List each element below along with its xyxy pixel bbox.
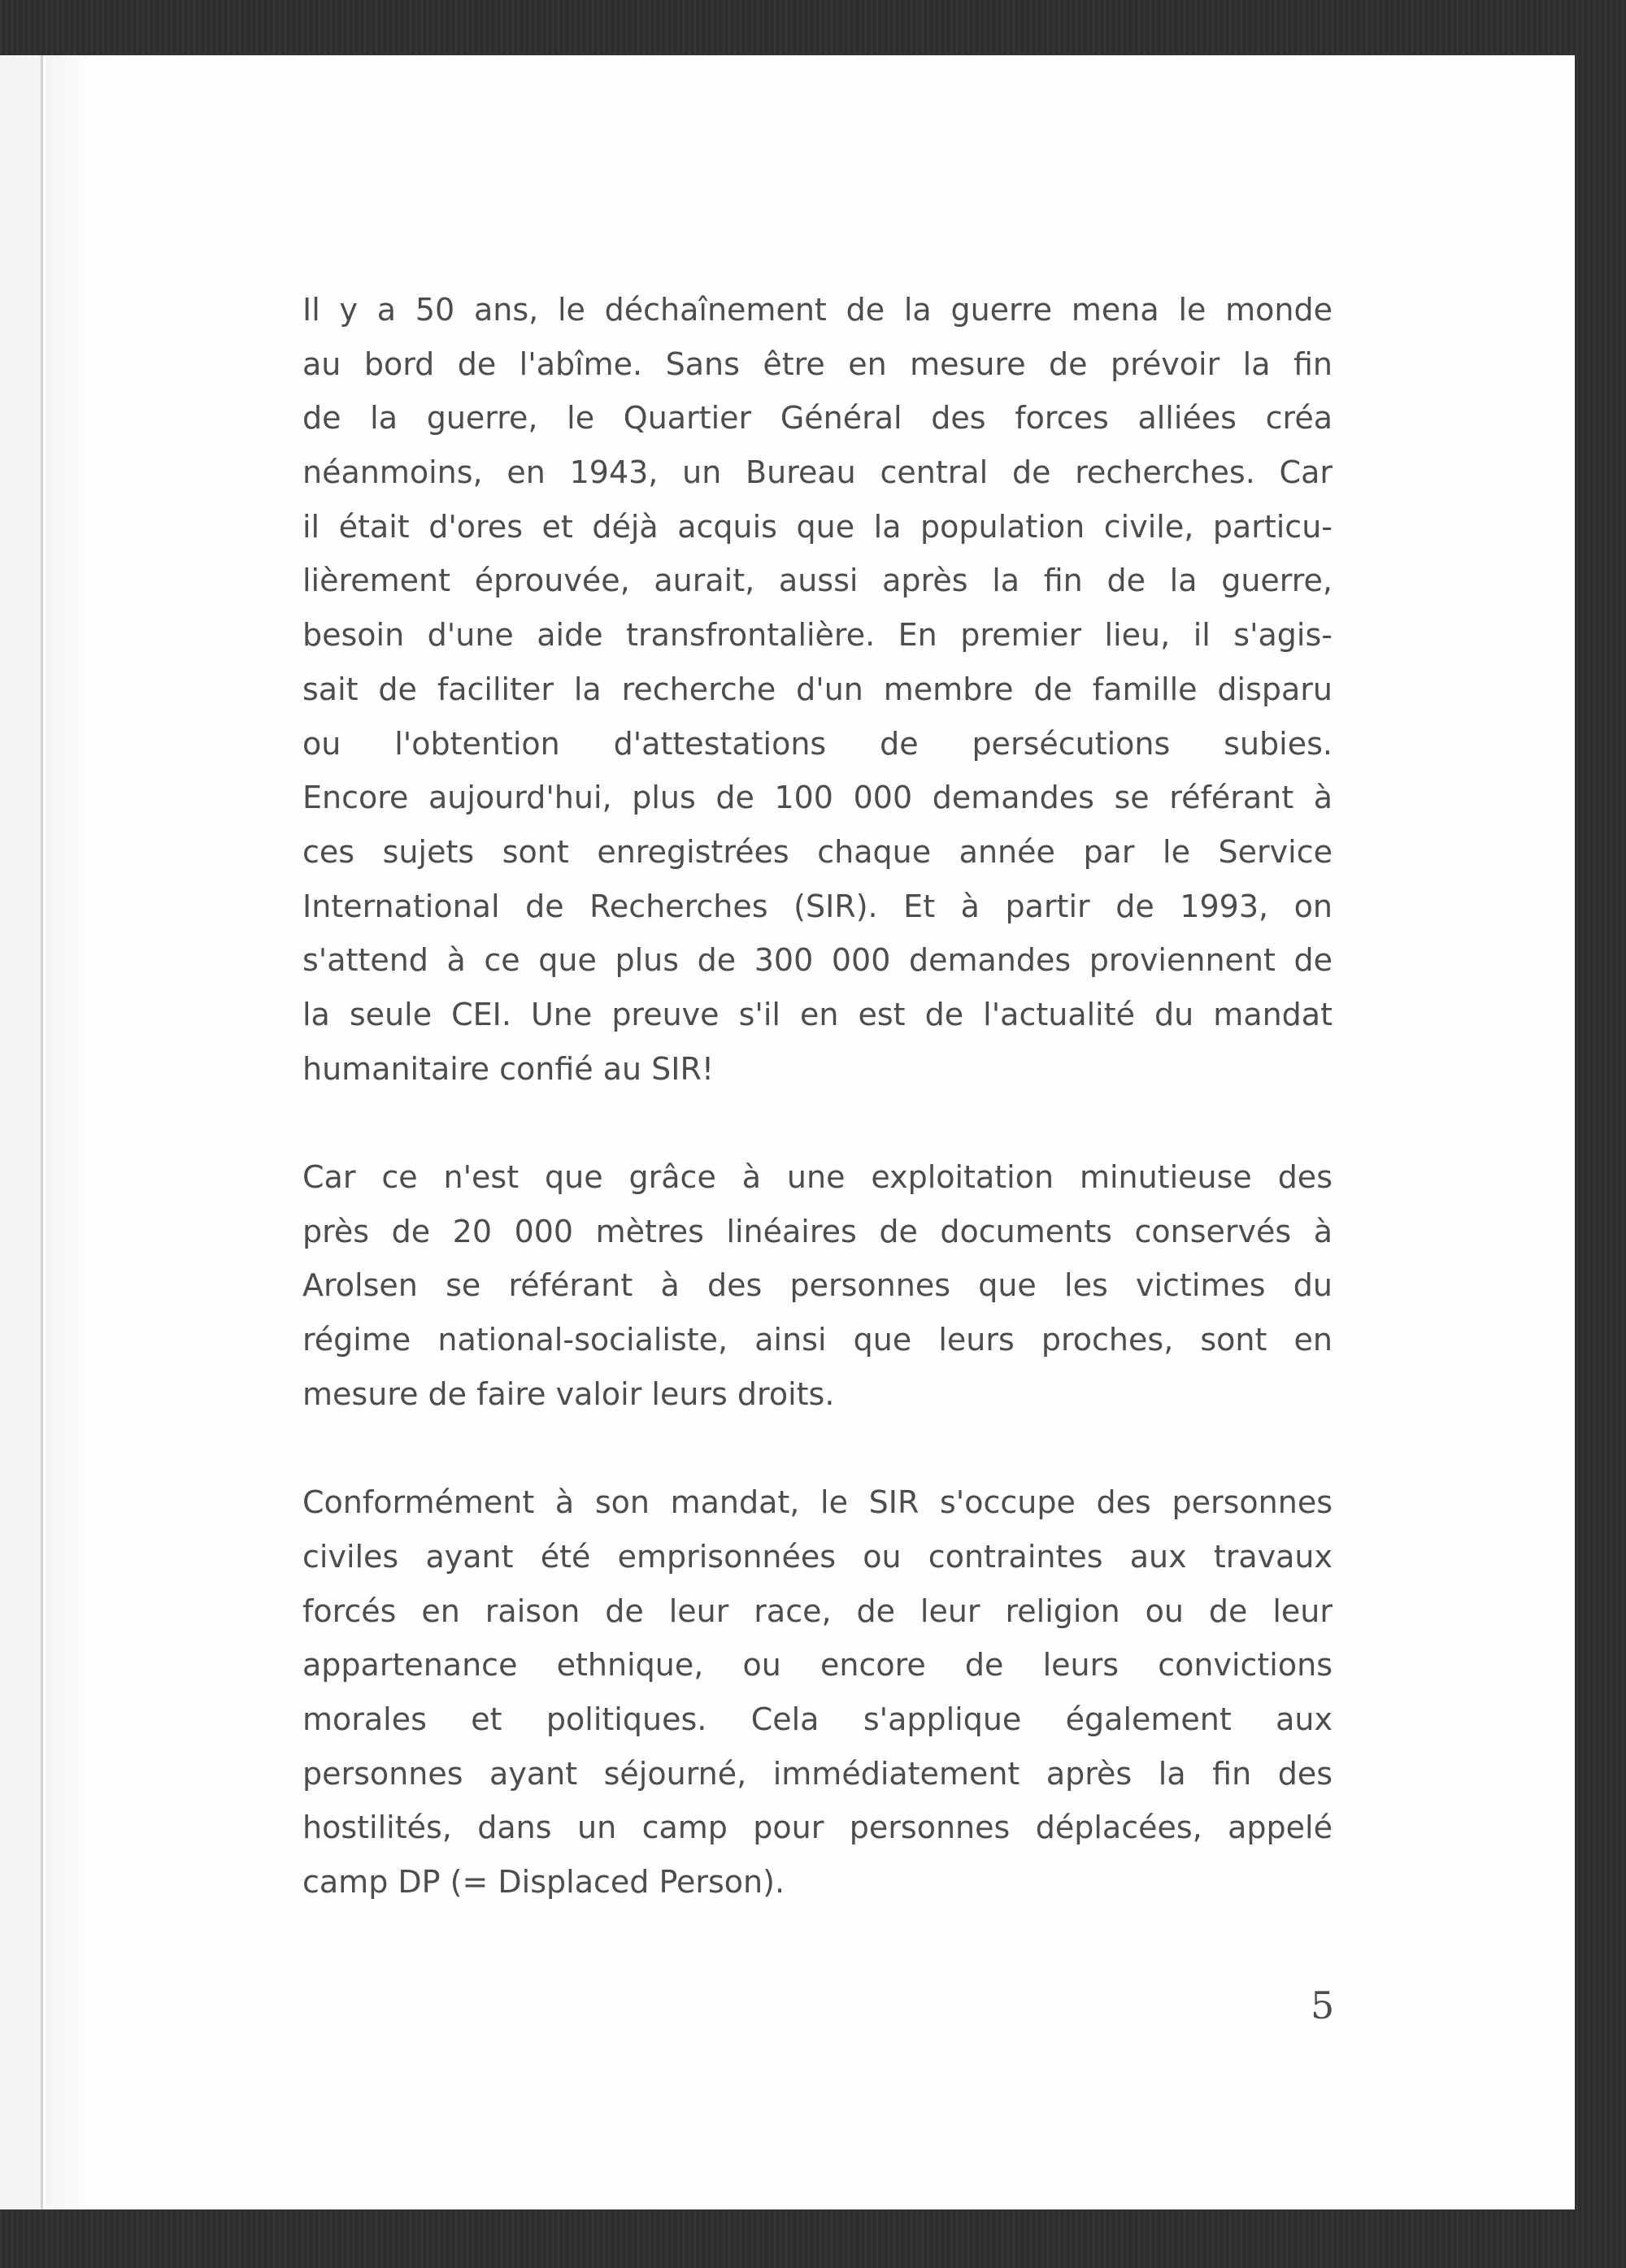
previous-page-edge: [0, 55, 43, 2209]
text-line: lièrement éprouvée, aurait, aussi après la fin de la guerre,: [302, 563, 1333, 599]
text-line: près de 20 000 mètres linéaires de documents conservés à: [302, 1213, 1333, 1249]
text-line: au bord de l'abîme. Sans être en mesure de prévoir la fin: [302, 345, 1333, 382]
text-line: sait de faciliter la recherche d'un membre de famille disparu: [302, 671, 1333, 707]
text-line: Encore aujourd'hui, plus de 100 000 demandes se référant à: [302, 780, 1333, 816]
text-line: néanmoins, en 1943, un Bureau central de recherches. Car: [302, 454, 1333, 491]
text-line: la seule CEI. Une preuve s'il en est de l'actualité du mandat: [302, 996, 1333, 1032]
text-line: il était d'ores et déjà acquis que la population civile, particu-: [302, 508, 1333, 545]
body-text: [302, 283, 1333, 1963]
text-line: Car ce n'est que grâce à une exploitation minutieuse des: [302, 1159, 1333, 1195]
text-line: besoin d'une aide transfrontalière. En premier lieu, il s'agis-: [302, 617, 1333, 654]
text-line: ces sujets sont enregistrées chaque année par le Service: [302, 833, 1333, 870]
text-line: Conformément à son mandat, le SIR s'occupe des personnes: [302, 1484, 1333, 1521]
text-line: morales et politiques. Cela s'applique également aux: [302, 1701, 1333, 1737]
page-gutter-shadow: [46, 55, 94, 2209]
text-line: Il y a 50 ans, le déchaînement de la guerre mena le monde: [302, 292, 1333, 328]
paragraph: [302, 283, 1333, 1096]
text-line: personnes ayant séjourné, immédiatement après la fin des: [302, 1755, 1333, 1792]
text-line: s'attend à ce que plus de 300 000 demandes proviennent de: [302, 942, 1333, 979]
text-line: civiles ayant été emprisonnées ou contraintes aux travaux: [302, 1538, 1333, 1575]
text-line: ou l'obtention d'attestations de persécutions subies.: [302, 725, 1333, 762]
text-line: forcés en raison de leur race, de leur religion ou de leur: [302, 1592, 1333, 1629]
text-line: hostilités, dans un camp pour personnes déplacées, appelé: [302, 1810, 1333, 1846]
text-line: mesure de faire valoir leurs droits.: [302, 1375, 835, 1412]
paragraph: [302, 1475, 1333, 1910]
page-number: 5: [1311, 1983, 1335, 2027]
paragraph: [302, 1150, 1333, 1421]
text-line: International de Recherches (SIR). Et à partir de 1993, on: [302, 888, 1333, 924]
text-line: camp DP (= Displaced Person).: [302, 1863, 785, 1900]
text-line: régime national-socialiste, ainsi que leurs proches, sont en: [302, 1322, 1333, 1358]
text-line: appartenance ethnique, ou encore de leurs convictions: [302, 1647, 1333, 1684]
text-line: de la guerre, le Quartier Général des forces alliées créa: [302, 400, 1333, 437]
text-line: humanitaire confié au SIR!: [302, 1050, 715, 1087]
text-line: Arolsen se référant à des personnes que les victimes du: [302, 1267, 1333, 1304]
